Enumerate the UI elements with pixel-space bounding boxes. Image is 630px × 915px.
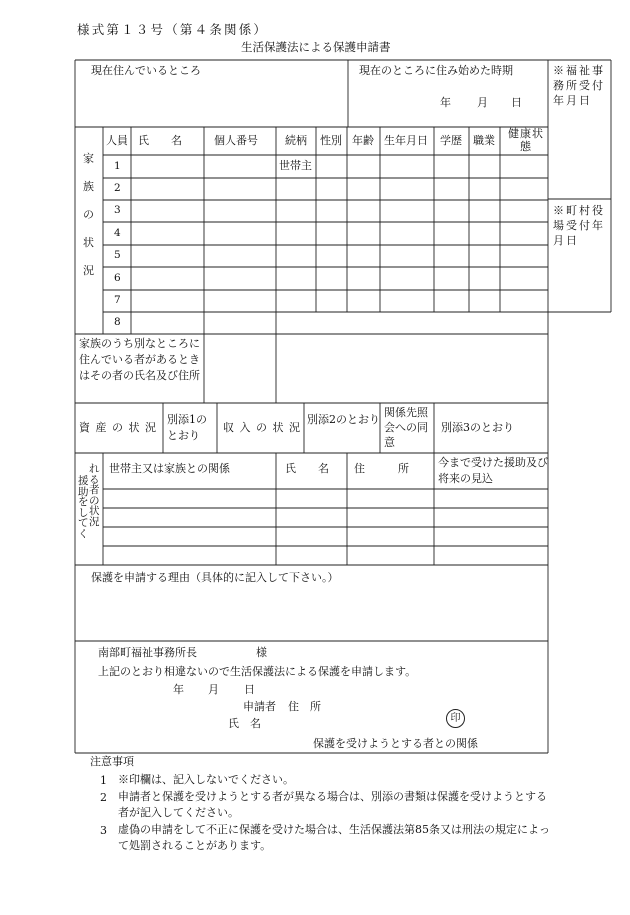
assets-label: 資 産 の 状 況	[79, 421, 157, 434]
inquiry-label: 関係先照会への同意	[384, 406, 428, 449]
applicant-name-label: 氏 名	[228, 717, 261, 730]
inquiry-value: 別添3のとおり	[441, 421, 514, 434]
header-health: 健康状態	[508, 127, 544, 153]
applicant-address-label: 住 所	[288, 700, 321, 713]
family-row-no: 5	[114, 249, 121, 261]
note-text: ※印欄は、記入しないでください。	[118, 773, 294, 786]
family-row-no: 2	[114, 182, 121, 194]
note-number: 1	[100, 774, 107, 787]
family-row-no: 3	[114, 204, 121, 216]
note-text: 虚偽の申請をして不正に保護を受けた場合は、生活保護法第85条又は刑法の規定によって処罰されることがあります。	[118, 823, 550, 852]
support-section-label-col-right: れ る 者 の 状 況	[89, 463, 100, 528]
town-office-stamp: ※町村役場受付年月日	[553, 204, 605, 246]
separate-residence-label: 家族のうち別なところに住んでいる者があるときはその者の氏名及び住所	[79, 337, 200, 382]
header-relationship: 続柄	[285, 134, 307, 147]
reason-label: 保護を申請する理由（具体的に記入して下さい。）	[91, 571, 339, 584]
move-in-year: 年	[440, 96, 451, 109]
seal-mark: 印	[446, 709, 465, 728]
notes-title: 注意事項	[90, 755, 134, 768]
declaration-text: 上記のとおり相違ないので生活保護法による保護を申請します。	[98, 665, 417, 678]
assets-value: 別添1のとおり	[167, 413, 207, 442]
family-row-no: 7	[114, 294, 121, 306]
family-row-no: 4	[114, 227, 121, 239]
family-row-no: 1	[114, 160, 121, 172]
form-title: 生活保護法による保護申請書	[241, 40, 391, 54]
support-section-label-col-left: 援 助 を し て く	[78, 475, 89, 540]
family-row-no: 8	[114, 316, 121, 328]
income-label: 収 入 の 状 況	[223, 421, 301, 434]
note-number: 3	[100, 824, 107, 837]
header-name: 氏 名	[138, 134, 182, 147]
header-education: 学歴	[440, 134, 462, 147]
income-value: 別添2のとおり	[307, 413, 380, 426]
support-header-history: 今まで受けた援助及び将来の見込	[438, 456, 548, 485]
move-in-day: 日	[511, 96, 522, 109]
welfare-office-stamp: ※福祉事務所受付年月日	[553, 64, 605, 107]
header-birthdate: 生年月日	[384, 134, 428, 147]
addressee: 南部町福祉事務所長	[98, 646, 197, 659]
move-in-month: 月	[477, 96, 488, 109]
form-number: 様式第１３号（第４条関係）	[77, 22, 269, 37]
support-header-name: 氏 名	[285, 462, 329, 475]
family-section-label: 家 族 の 状 況	[83, 152, 94, 277]
note-text: 申請者と保護を受けようとする者が異なる場合は、別添の書類は保護を受けようとする者が記入してください。	[118, 790, 547, 819]
relation-to-recipient: 保護を受けようとする者との関係	[313, 737, 478, 750]
current-address-label: 現在住んでいるところ	[91, 64, 201, 77]
sign-day: 日	[244, 683, 255, 696]
header-sex: 性別	[320, 134, 342, 147]
support-header-address: 住 所	[354, 462, 409, 475]
addressee-honorific: 様	[256, 646, 267, 659]
family-row-no: 6	[114, 272, 121, 284]
sign-month: 月	[208, 683, 219, 696]
header-occupation: 職業	[473, 134, 495, 147]
header-personal-number: 個人番号	[214, 134, 258, 147]
support-header-relationship: 世帯主又は家族との関係	[109, 462, 230, 475]
header-member: 人員	[106, 134, 128, 147]
sign-year: 年	[173, 683, 184, 696]
header-age: 年齢	[352, 134, 374, 147]
applicant-label: 申請者	[243, 700, 276, 713]
note-number: 2	[100, 791, 107, 804]
move-in-label: 現在のところに住み始めた時期	[359, 64, 513, 77]
family-row-relationship: 世帯主	[279, 159, 312, 172]
